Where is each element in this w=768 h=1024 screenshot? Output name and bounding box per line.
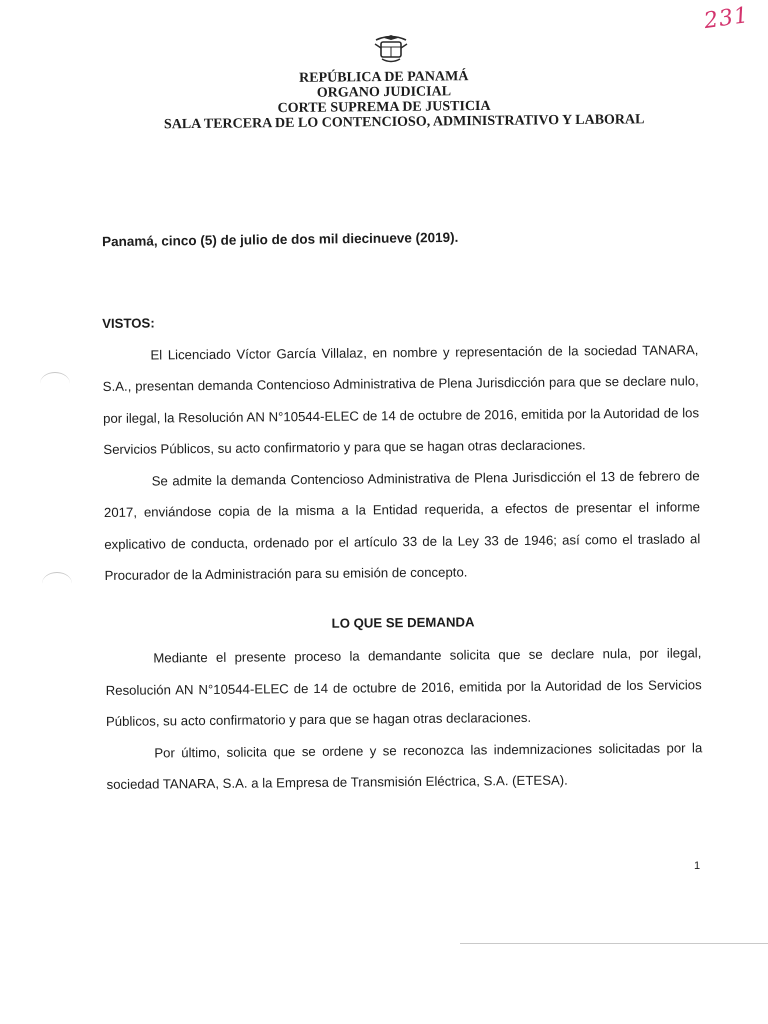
page-number: 1 [694, 860, 701, 872]
header-country: REPÚBLICA DE PANAMÁ [299, 69, 469, 86]
coat-of-arms-seal-icon [372, 34, 410, 64]
vistos-paragraph-1: El Licenciado Víctor García Villalaz, en nombre y representación de la sociedad TANARA, S.A., presentan demanda Contencioso Administrativa de Plena Jurisdicción para que se declare nulo, por ilegal, la Resolución AN N°10544-ELEC de 14 de octubre de 2016, emitida por la Autoridad de los Servicios Públicos, su acto confirmatorio y para que se hagan otras declaraciones. [102, 341, 700, 457]
document-header [0, 66, 768, 134]
header-chamber: SALA TERCERA DE LO CONTENCIOSO, ADMINISTRATIVO Y LABORAL [163, 112, 645, 133]
demanda-paragraph-2: Por último, solicita que se ordene y se reconozca las indemnizaciones solicitadas por la sociedad TANARA, S.A. a la Empresa de Transmisión Eléctrica, S.A. (ETESA). [106, 739, 703, 792]
date-line: Panamá, cinco (5) de julio de dos mil diecinueve (2019). [101, 229, 459, 250]
header-court: CORTE SUPREMA DE JUSTICIA [277, 98, 491, 117]
scan-edge-line [460, 943, 768, 944]
vistos-paragraph-2: Se admite la demanda Contencioso Administrativa de Plena Jurisdicción el 13 de febrero de 2017, enviándose copia de la misma a la Entidad requerida, a efectos de presentar el informe explicativo de conducta, ordenado por el artículo 33 de la Ley 33 de 1946; así como el traslado al Procurador de la Administración para su emisión de concepto. [103, 467, 701, 583]
vistos-heading: VISTOS: [102, 315, 155, 331]
demanda-paragraph-1: Mediante el presente proceso la demandante solicita que se declare nula, por ilegal, Resolución AN N°10544-ELEC de 14 de octubre de 2016, emitida por la Autoridad de los Servicios Públicos, su acto confirmatorio y para que se hagan otras declaraciones. [105, 645, 702, 729]
header-branch: ORGANO JUDICIAL [316, 84, 452, 101]
document-body [102, 302, 703, 800]
demanda-heading: LO QUE SE DEMANDA [331, 613, 475, 631]
handwritten-folio-number: 231 [702, 2, 751, 35]
scan-margin-mark [40, 372, 70, 395]
scan-margin-mark [42, 572, 72, 595]
